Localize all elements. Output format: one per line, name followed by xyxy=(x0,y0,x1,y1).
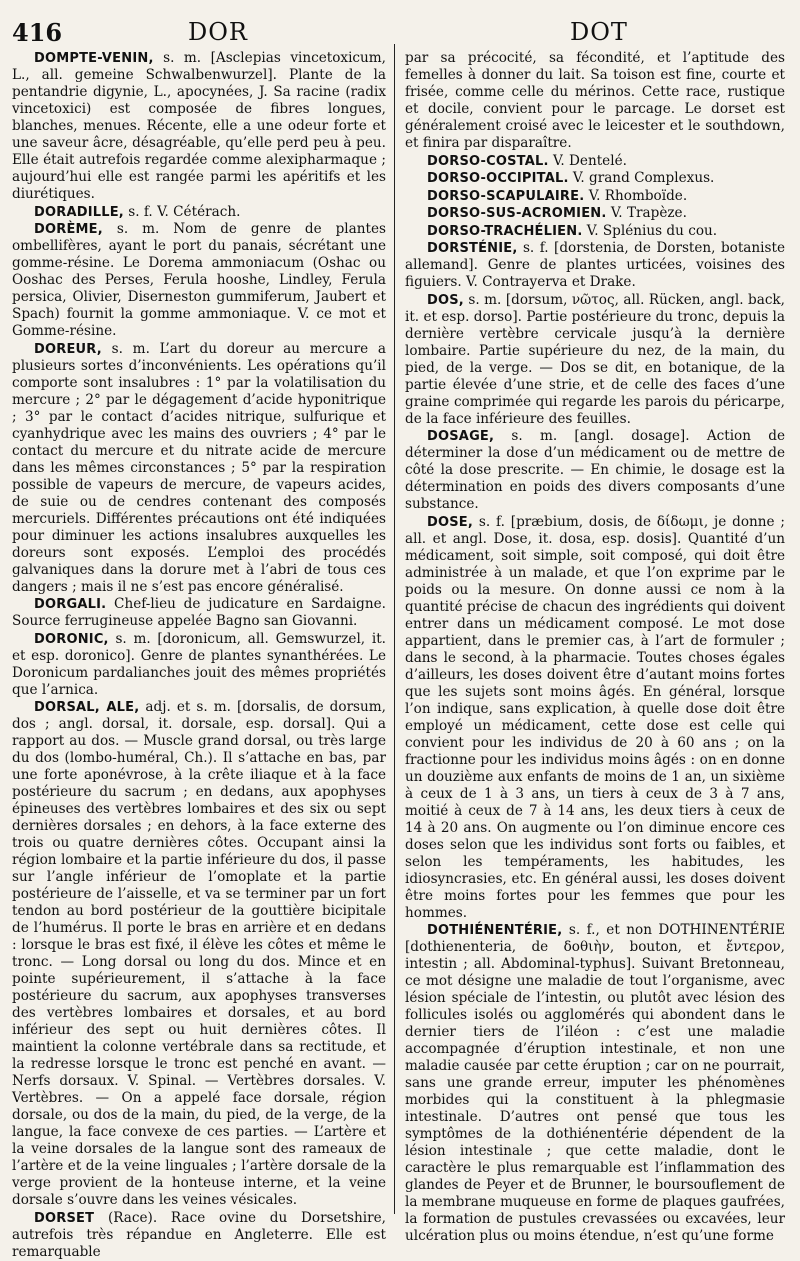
entry xyxy=(12,596,386,630)
entry xyxy=(12,204,386,221)
entry-continuation xyxy=(405,50,785,152)
entry xyxy=(405,223,785,240)
entry xyxy=(405,153,785,170)
entry-headword: DORSAL, ALE, xyxy=(34,700,140,715)
entry-text: s. f., et non DOTHINENTÉRIE [dothienenteria, de δοθιὴν, bouton, et ἔντερον, intestin ; all. Abdominal-typhus]. Suivant Bretonneau, ce mot désigne une maladie de tout l’organisme, avec lésion spéciale de l’intestin, ou plutôt avec lésion des follicules isolés ou agglomérés qui abondent dans le dernier tiers de l’iléon : c’est une maladie accompagnée d’éruption intestinale, et non une maladie causée par cette éruption ; car on ne pourrait, sans une grande erreur, imputer les phénomènes morbides qui la constituent à la phlegmasie intestinale. D’autres ont pensé que tous les symptômes de la dothiénentérie dépendent de la lésion intestinale ; que cette maladie, dont le caractère le plus remarquable est l’inflammation des glandes de Peyer et de Brunner, le boursouflement de la membrane muqueuse en forme de plaques gaufrées, la formation de pustules crevassées ou excavées, leur ulcération plus ou moins étendue, n’est qu’une forme xyxy=(405,922,785,1244)
left-column xyxy=(12,50,386,1261)
entry-text: V. Trapèze. xyxy=(610,205,687,221)
entry-text: s. f. V. Cétérach. xyxy=(128,203,241,220)
entry xyxy=(405,170,785,187)
entry-text: s. f. [præbium, dosis, de δίδωμι, je donne ; all. et angl. Dose, it. dosa, esp. dosis]. Quantité d’un médicament, soit simple, soit composé, qui doit être administrée à un malade, et que l’on exprime par le poids ou la mesure. On donne aussi ce nom à la quantité précise de chacun des ingrédients qui doivent entrer dans un médicament composé. Le mot dose appartient, dans le premier cas, à l’art de formuler ; dans le second, à la pharmacie. Toutes choses égales d’ailleurs, les doses doivent être d’autant moins fortes que les sujets sont moins âgés. En général, lorsque l’on indique, sans explication, à quelle dose doit être employé un médicament, cette dose est celle qui convient pour les individus de 20 à 60 ans ; on la fractionne pour les individus moins âgés : on en donne un douzième aux enfants de moins de 1 an, un sixième à ceux de 1 à 3 ans, un tiers à ceux de 3 à 7 ans, moitié à ceux de 7 à 14 ans, les deux tiers à ceux de 14 à 20 ans. On augmente ou l’on diminue encore ces doses selon que les individus sont forts ou faibles, et selon les tempéraments, les habitudes, les idiosyncrasies, etc. En général aussi, les doses doivent être moins fortes pour les femmes que pour les hommes. xyxy=(405,513,785,921)
entry-text: V. grand Complexus. xyxy=(572,170,715,186)
entry-headword: DOS, xyxy=(427,292,464,308)
entry-headword: DORSO-COSTAL. xyxy=(427,153,549,169)
entry-headword: DOMPTE-VENIN, xyxy=(34,51,154,66)
entry xyxy=(405,292,785,428)
entry-headword: DORÈME, xyxy=(34,222,103,237)
entry xyxy=(12,221,386,340)
entry xyxy=(12,1210,386,1261)
entry xyxy=(12,631,386,699)
entry-text: par sa précocité, sa fécondité, et l’aptitude des femelles à donner du lait. Sa toison est fine, courte et frisée, comme celle du mérinos. Cette race, rustique et docile, convient pour le parcage. Le dorset est généralement croisé avec le leicester et le southdown, et finira par disparaître. xyxy=(405,50,785,151)
entry xyxy=(405,922,785,1245)
entry-headword: DORGALI. xyxy=(34,597,107,612)
entry-headword: DORSO-SCAPULAIRE. xyxy=(427,188,585,204)
entry-headword: DORSO-SUS-ACROMIEN. xyxy=(427,206,607,221)
entry-text: Chef-lieu de judicature en Sardaigne. Source ferrugineuse appelée Bagno san Giovanni. xyxy=(12,596,386,629)
entry-text: (Race). Race ovine du Dorsetshire, autrefois très répandue en Angleterre. Elle est remarquable xyxy=(12,1209,386,1260)
entry-headword: DOREUR, xyxy=(34,341,102,357)
entry xyxy=(405,205,785,222)
entry-headword: DOSE, xyxy=(427,514,474,530)
entry-text: s. f. [dorstenia, de Dorsten, botaniste allemand]. Genre de plantes urticées, voisines des figuiers. V. Contrayerva et Drake. xyxy=(405,240,785,290)
entry-headword: DORSO-OCCIPITAL. xyxy=(427,171,569,186)
entry xyxy=(405,240,785,291)
entry-text: V. Rhomboïde. xyxy=(588,187,688,204)
entry-text: V. Splénius du cou. xyxy=(586,222,718,239)
entry-text: adj. et s. m. [dorsalis, de dorsum, dos ; angl. dorsal, it. dorsale, esp. dorsal]. Qui a rapport au dos. — Muscle grand dorsal, ou très large du dos (lombo-huméral, Ch.). Il s’attache en bas, par une forte aponévrose, à la crête iliaque et à la face postérieure du sacrum ; en dedans, aux apophyses épineuses des vertèbres lombaires et des six ou sept dernières dorsales ; en dehors, à la face externe des trois ou quatre dernières côtes. Occupant ainsi la région lombaire et la partie inférieure du dos, il passe sur l’angle inférieur de l’omoplate et la partie postérieure de l’aisselle, et va se terminer par un fort tendon au bord postérieur de la gouttière bicipitale de l’humérus. Il porte le bras en arrière et en dedans : lorsque le bras est fixé, il élève les côtes et même le tronc. — Long dorsal ou long du dos. Mince et en pointe supérieurement, il s’attache à la face postérieure du sacrum, aux apophyses transverses des vertèbres lombaires et dorsales, et au bord inférieur des sept ou huit dernières côtes. Il maintient la colonne vertébrale dans sa rectitude, et la redresse lorsque le tronc est penché en avant. — Nerfs dorsaux. V. Spinal. — Vertèbres dorsales. V. Vertèbres. — On a appelé face dorsale, région dorsale, ou dos de la main, du pied, de la verge, de la langue, la face convexe de ces parties. — L’artère et la veine dorsales de la langue sont des rameaux de l’artère et de la veine linguales ; l’artère dorsale de la verge provient de la honteuse interne, et la veine dorsale s’ouvre dans les veines vésicales. xyxy=(12,699,387,1208)
entry-text: s. m. Nom de genre de plantes ombellifères, ayant le port du panais, sécrétant une gomme-résine. Le Dorema ammoniacum (Oshac ou Ooshac des Perses, Ferula hooshe, Lindley, Ferula persica, Olivier, Diserneston gummiferum, Jaubert et Spach) fournit la gomme ammoniaque. V. ce mot et Gomme-résine. xyxy=(12,221,386,339)
entry-text: s. m. [angl. dosage]. Action de déterminer la dose d’un médicament ou de mettre de côté la dose prescrite. — En chimie, le dosage est la détermination en poids des divers composants d’une substance. xyxy=(405,428,785,512)
entry-headword: DORONIC, xyxy=(34,631,109,647)
entry-headword: DOTHIÉNENTÉRIE, xyxy=(427,923,563,938)
entry-text: s. m. L’art du doreur au mercure a plusieurs sortes d’inconvénients. Les opérations qu’il comporte sont insalubres : 1° par la volatilisation du mercure ; 2° par le dégagement d’acide hyponitrique ; 3° par le contact d’acides nitrique, sulfurique et cyanhydrique avec les mains des ouvriers ; 4° par le contact du mercure et du nitrate acide de mercure dans les mêmes circonstances ; 5° par la respiration possible de vapeurs de mercure, de vapeurs acides, de suie ou de cendres contenant des composés mercuriels. Différentes précautions ont été indiquées pour diminuer les actions insalubres auxquelles les doreurs sont exposés. L’emploi des procédés galvaniques dans la dorure met à l’abri de tous ces dangers ; mais il ne s’est pas encore généralisé. xyxy=(12,340,386,595)
entry xyxy=(405,428,785,513)
entry xyxy=(12,699,386,1209)
entry xyxy=(12,50,386,203)
running-head-right: DOT xyxy=(570,18,628,46)
running-head-left: DOR xyxy=(188,18,248,46)
entry xyxy=(12,341,386,596)
entry-headword: DORADILLE, xyxy=(34,204,124,220)
entry-text: V. Dentelé. xyxy=(552,152,627,169)
column-divider xyxy=(394,44,395,1214)
entry-headword: DORSET xyxy=(34,1210,95,1226)
entry-headword: DORSTÉNIE, xyxy=(427,241,518,256)
page-number: 416 xyxy=(12,18,63,47)
entry-text: s. m. [Asclepias vincetoxicum, L., all. gemeine Schwalbenwurzel]. Plante de la pentandrie digynie, L., apocynées, J. Sa racine (radix vincetoxici) est composée de fibres longues, blanches, menues. Récente, elle a une odeur forte et une saveur âcre, désagréable, qu’elle perd peu à peu. Elle était autrefois regardée comme alexipharmaque ; aujourd’hui elle est rangée parmi les apéritifs et les diurétiques. xyxy=(12,50,386,202)
entry xyxy=(405,188,785,205)
entry-text: s. m. [dorsum, νῶτος, all. Rücken, angl. back, it. et esp. dorso]. Partie postérieure du tronc, depuis la dernière vertèbre cervicale jusqu’à la dernière lombaire. Partie supérieure du nez, de la main, du pied, de la verge. — Dos se dit, en botanique, de la partie élevée d’une strie, et de celle des faces d’une graine comprimée qui regarde les parois du péricarpe, de la face inférieure des feuilles. xyxy=(405,291,785,427)
entry-headword: DOSAGE, xyxy=(427,429,495,444)
entry xyxy=(405,514,785,922)
right-column xyxy=(405,50,785,1246)
entry-headword: DORSO-TRACHÉLIEN. xyxy=(427,223,583,239)
entry-text: s. m. [doronicum, all. Gemswurzel, it. et esp. doronico]. Genre de plantes synanthérées. Le Doronicum pardalianches jouit des mêmes propriétés que l’arnica. xyxy=(12,630,386,698)
